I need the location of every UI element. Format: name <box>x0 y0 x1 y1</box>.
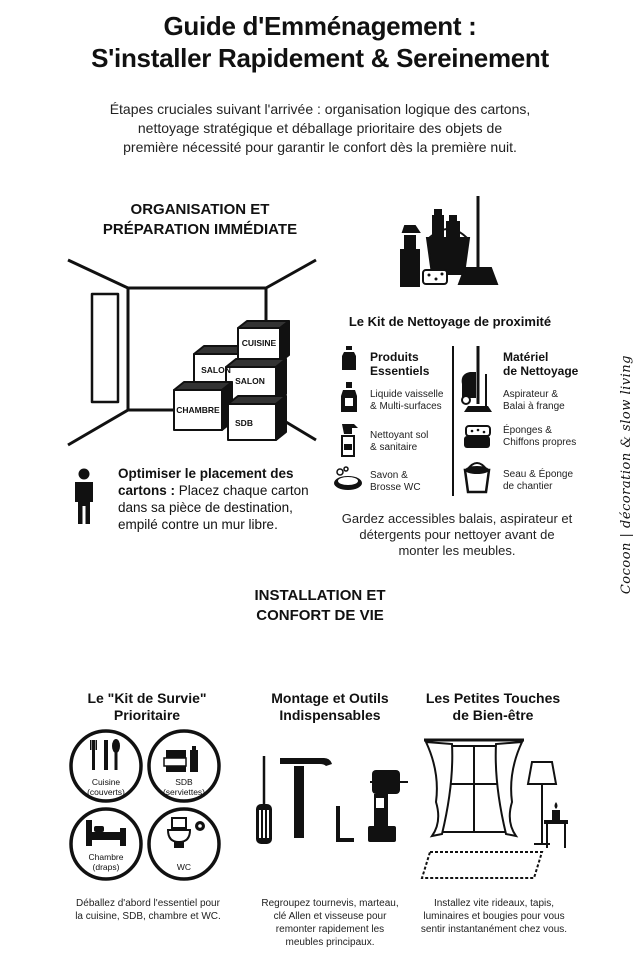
soap-bar-icon <box>332 466 364 494</box>
circle-sdb-sub: (serviettes) <box>162 787 206 797</box>
soap-bottle-icon <box>338 344 360 372</box>
col3-desc-line-2: luminaires et bougies pour vous <box>423 911 565 922</box>
hammer-icon <box>280 758 332 838</box>
box-label-sdb: SDB <box>235 418 253 428</box>
kit-title: Le Kit de Nettoyage de proximité <box>348 314 552 329</box>
product-item-2 <box>370 430 428 454</box>
product-item-3-line-2: Brosse WC <box>370 482 421 493</box>
section1-line-2: PRÉPARATION IMMÉDIATE <box>102 221 298 238</box>
survival-kit-circles <box>68 728 224 884</box>
section2-line-2: CONFORT DE VIE <box>256 607 384 624</box>
kit-note-line-2: détergents pour nettoyer avant de <box>359 527 555 542</box>
material-item-1-line-2: Balai à frange <box>503 401 565 412</box>
col2-title <box>245 690 415 724</box>
spray-cleaner-icon <box>338 422 360 458</box>
box-label-salon-2: SALON <box>235 376 265 386</box>
sponges-icon <box>462 422 494 452</box>
kit-divider <box>452 346 454 496</box>
product-item-2-line-1: Nettoyant sol <box>370 430 429 441</box>
title-line-2: S'installer Rapidement & Sereinement <box>91 43 549 73</box>
products-heading-line-1: Produits <box>370 350 419 364</box>
drill-icon <box>368 770 408 842</box>
section-organisation-heading <box>90 200 310 240</box>
material-item-1-line-1: Aspirateur & <box>503 389 559 400</box>
product-item-2-line-2: & sanitaire <box>370 442 418 453</box>
section2-line-1: INSTALLATION ET <box>254 587 386 604</box>
col2-desc-line-2: clé Allen et visseuse pour <box>273 911 387 922</box>
bucket-icon <box>462 460 492 494</box>
intro-line-2: nettoyage stratégique et déballage prioritaire des objets de <box>137 120 503 136</box>
col3-desc-line-3: sentir instantanément chez vous. <box>420 924 568 935</box>
side-table-candle-icon <box>544 802 568 848</box>
cutlery-icon <box>90 739 120 770</box>
kit-note <box>326 511 588 559</box>
material-item-2-line-2: Chiffons propres <box>503 437 577 448</box>
kit-note-line-3: monter les meubles. <box>398 543 516 558</box>
cartons-tip-line-4: empilé contre un mur libre. <box>118 517 278 532</box>
section1-line-1: ORGANISATION ET <box>130 201 270 218</box>
products-heading-line-2: Essentiels <box>370 364 430 378</box>
cartons-tip <box>118 465 328 533</box>
cozy-room-icon <box>420 732 570 882</box>
page-title <box>0 10 640 74</box>
circle-cuisine-label: Cuisine <box>91 777 121 787</box>
product-item-3 <box>370 470 421 494</box>
col1-title <box>62 690 232 724</box>
circle-chambre-label: Chambre <box>88 852 124 862</box>
col3-title-line-1: Les Petites Touches <box>425 690 561 706</box>
floor-lamp-icon <box>528 762 556 844</box>
rug-icon <box>422 852 542 878</box>
allen-key-icon <box>338 806 354 840</box>
col2-desc-line-3: remonter rapidement les <box>275 924 385 935</box>
section-installation-heading <box>210 586 430 626</box>
col2-desc-line-4: meubles principaux. <box>285 937 375 948</box>
vacuum-mop-icon <box>458 344 498 414</box>
circle-cuisine-sub: (couverts) <box>87 787 125 797</box>
left-curtain-icon <box>426 742 452 836</box>
col2-desc-line-1: Regroupez tournevis, marteau, <box>261 898 399 909</box>
box-label-cuisine: CUISINE <box>241 338 277 348</box>
col3-description <box>408 897 580 936</box>
col1-desc-line-2: la cuisine, SDB, chambre et WC. <box>75 911 221 922</box>
brand-sidebar-text: Cocoon | décoration & slow living <box>619 355 634 595</box>
products-heading <box>370 350 429 378</box>
intro-line-1: Étapes cruciales suivant l'arrivée : organisation logique des cartons, <box>109 101 531 117</box>
person-icon <box>72 468 96 526</box>
col2-description <box>244 897 416 949</box>
room-boxes-illustration <box>66 250 326 460</box>
intro-line-3: première nécessité pour garantir le confort dès la première nuit. <box>123 139 517 155</box>
cleaning-supplies-icon <box>395 192 505 290</box>
title-line-1: Guide d'Emménagement : <box>163 11 477 41</box>
screwdriver-icon <box>256 756 272 844</box>
col1-title-line-1: Le "Kit de Survie" <box>87 690 207 706</box>
box-label-chambre: CHAMBRE <box>176 405 220 415</box>
col2-title-line-1: Montage et Outils <box>271 690 389 706</box>
col1-desc-line-1: Déballez d'abord l'essentiel pour <box>76 898 220 909</box>
material-item-3 <box>503 469 573 493</box>
intro-paragraph <box>60 100 580 157</box>
material-item-1 <box>503 389 565 413</box>
material-heading <box>503 350 578 378</box>
circle-chambre-sub: (draps) <box>92 862 120 872</box>
circle-wc-label: WC <box>176 862 192 872</box>
material-heading-line-1: Matériel <box>503 350 549 364</box>
product-item-3-line-1: Savon & <box>370 470 408 481</box>
col2-title-line-2: Indispensables <box>279 707 381 723</box>
cartons-tip-line-3: dans sa pièce de destination, <box>118 500 293 515</box>
material-item-2 <box>503 425 576 449</box>
dish-soap-bottle-icon <box>338 380 360 414</box>
tools-icon <box>250 752 410 852</box>
circle-sdb-label: SDB <box>175 777 193 787</box>
right-curtain-icon <box>496 742 522 836</box>
col1-title-line-2: Prioritaire <box>113 707 181 723</box>
material-item-3-line-2: de chantier <box>503 481 553 492</box>
product-item-1 <box>370 389 443 413</box>
col3-title-line-2: de Bien-être <box>452 707 534 723</box>
material-heading-line-2: de Nettoyage <box>503 364 579 378</box>
cartons-tip-bold-1: Optimiser le placement des <box>118 466 294 481</box>
product-item-1-line-1: Liquide vaisselle <box>370 389 444 400</box>
col1-description <box>62 897 234 923</box>
cartons-tip-rest-1: Placez chaque carton <box>175 483 309 498</box>
box-label-salon-1: SALON <box>201 365 231 375</box>
material-item-2-line-1: Éponges & <box>503 425 552 436</box>
material-item-3-line-1: Seau & Éponge <box>503 469 574 480</box>
kit-note-line-1: Gardez accessibles balais, aspirateur et <box>341 511 573 526</box>
product-item-1-line-2: & Multi-surfaces <box>370 401 442 412</box>
col3-desc-line-1: Installez vite rideaux, tapis, <box>433 898 555 909</box>
col3-title <box>408 690 578 724</box>
cartons-tip-bold-2: cartons : <box>118 483 176 498</box>
